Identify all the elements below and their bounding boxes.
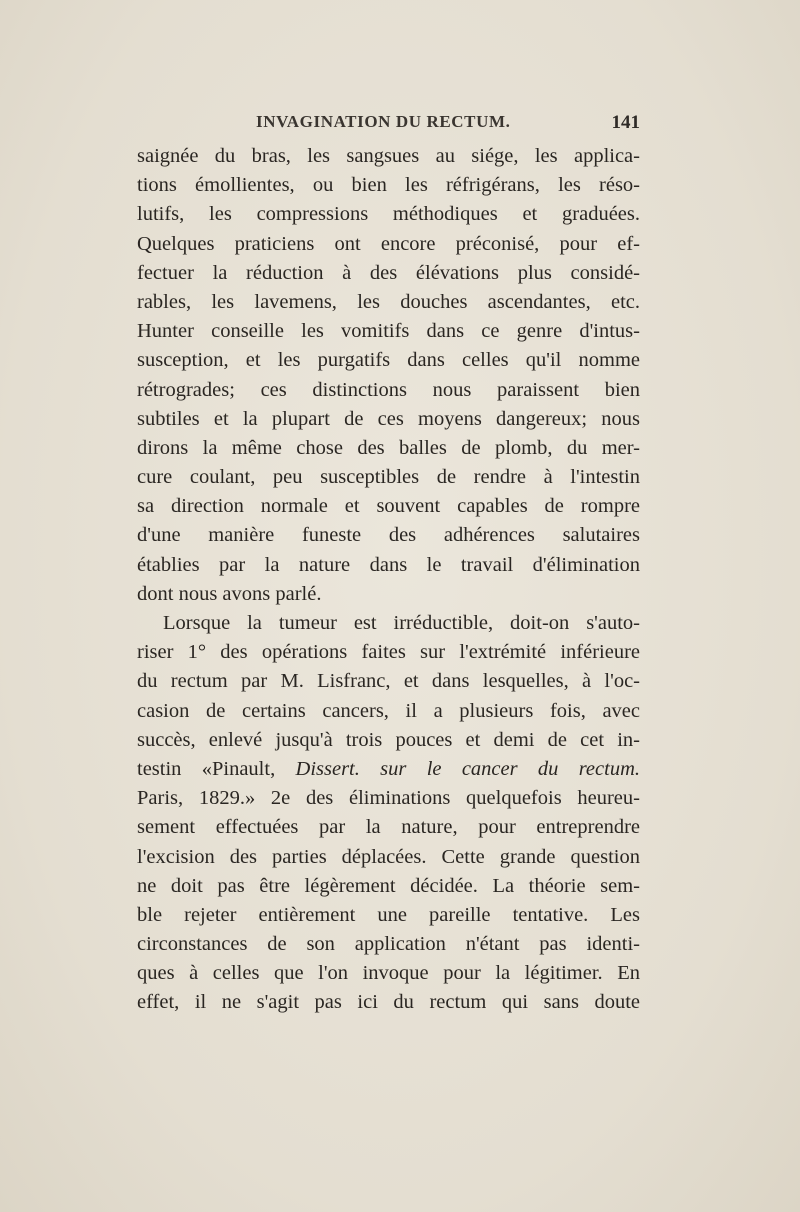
text-line: tions émollientes, ou bien les réfrigérans, les réso- [137,174,640,197]
text-line: rétrogrades; ces distinctions nous paraissent bien [137,378,640,401]
text-line: ques à celles que l'on invoque pour la légitimer. En [137,962,640,985]
text-line: succès, enlevé jusqu'à trois pouces et demi de cet in- [137,728,640,751]
text-line: circonstances de son application n'étant pas identi- [137,933,640,956]
citation-author: testin «Pinault, [137,757,296,780]
text-line: Quelques praticiens ont encore préconisé, pour ef- [137,232,640,255]
text-line: l'excision des parties déplacées. Cette grande question [137,845,640,868]
text-line: dont nous avons parlé. [137,582,322,605]
text-line: d'une manière funeste des adhérences salutaires [137,524,640,547]
paragraph-1 [137,142,640,609]
body-text [137,142,640,1018]
text-line: riser 1° des opérations faites sur l'extrémité inférieure [137,641,640,664]
text-line: cure coulant, peu susceptibles de rendre à l'intestin [137,466,640,489]
text-line: subtiles et la plupart de ces moyens dangereux; nous [137,407,640,430]
text-line: lutifs, les compressions méthodiques et graduées. [137,203,640,226]
text-line: fectuer la réduction à des élévations plus considé- [137,261,640,284]
text-line: dirons la même chose des balles de plomb, du mer- [137,436,640,459]
text-line: ble rejeter entièrement une pareille tentative. Les [137,903,640,926]
text-line: Hunter conseille les vomitifs dans ce genre d'intus- [137,320,640,343]
text-line: Paris, 1829.» 2e des éliminations quelquefois heureu- [137,787,640,810]
paragraph-2 [137,609,640,1018]
text-line: casion de certains cancers, il a plusieurs fois, avec [137,699,640,722]
text-line: Lorsque la tumeur est irréductible, doit-on s'auto- [163,612,640,634]
text-line: saignée du bras, les sangsues au siége, les applica- [137,145,640,167]
text-line: susception, et les purgatifs dans celles qu'il nomme [137,349,640,372]
citation-title: Dissert. sur le cancer du rectum. [295,757,640,780]
text-line: rables, les lavemens, les douches ascendantes, etc. [137,290,640,313]
text-line: établies par la nature dans le travail d'élimination [137,553,640,576]
running-title: INVAGINATION DU RECTUM. [256,112,511,131]
page-number: 141 [611,112,640,133]
text-line-with-citation [137,755,640,784]
text-line: sa direction normale et souvent capables de rompre [137,495,640,518]
text-line: effet, il ne s'agit pas ici du rectum qui sans doute [137,991,640,1014]
text-line: ne doit pas être légèrement décidée. La théorie sem- [137,874,640,897]
text-line: sement effectuées par la nature, pour entreprendre [137,816,640,839]
text-line: du rectum par M. Lisfranc, et dans lesquelles, à l'oc- [137,670,640,693]
page-header [140,112,640,142]
